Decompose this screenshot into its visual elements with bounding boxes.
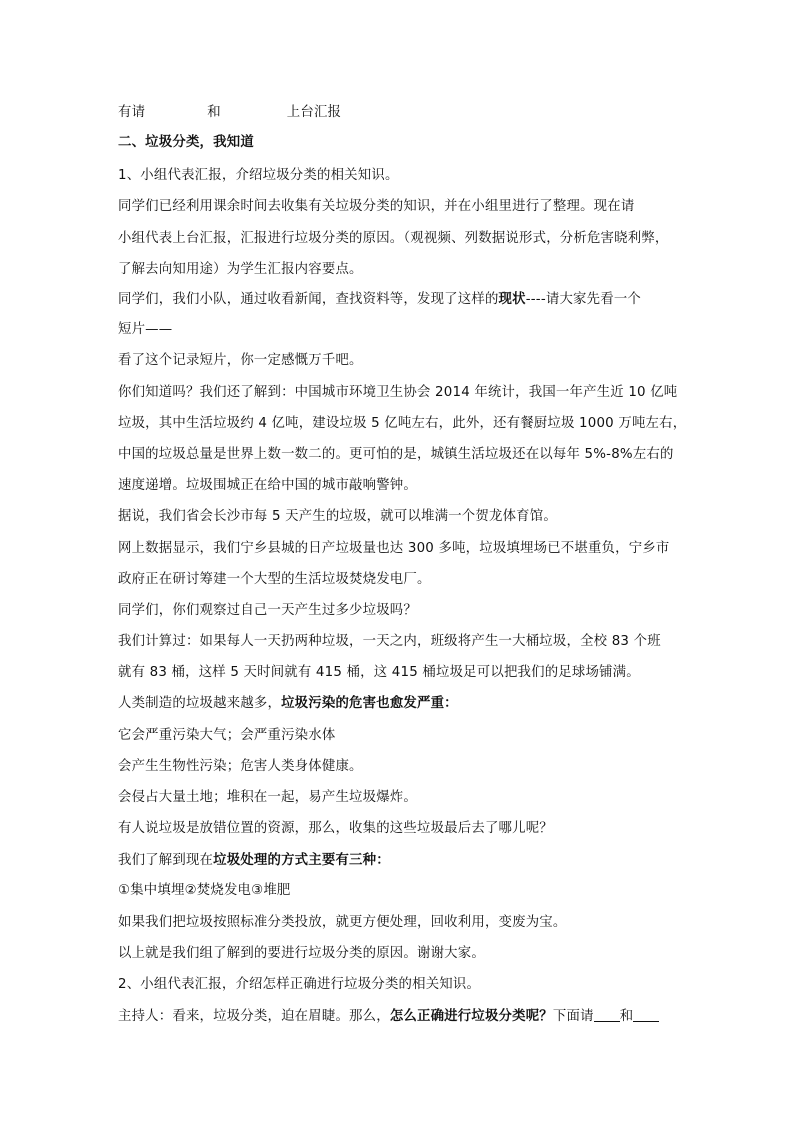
- intro-line: [118, 103, 341, 123]
- paragraph-line: 它会严重污染大气；会严重污染水体: [118, 728, 336, 743]
- bold-keyword: 现状: [498, 292, 526, 307]
- paragraph-line: 政府正在研讨筹建一个大型的生活垃圾焚烧发电厂。: [118, 572, 431, 587]
- paragraph-line: 主持人：看来，垃圾分类，迫在眉睫。那么，怎么正确进行垃圾分类呢？下面请 和: [118, 1007, 659, 1027]
- section-heading: 二、垃圾分类，我知道: [118, 135, 254, 150]
- intro-text-c: 上台汇报: [286, 105, 342, 120]
- paragraph-line: 我们了解到现在垃圾处理的方式主要有三种：: [118, 853, 390, 868]
- paragraph-line: 我们计算过：如果每人一天扔两种垃圾，一天之内，班级将产生一大桶垃圾，全校 83 个班: [118, 634, 661, 649]
- paragraph-line: 小组代表上台汇报，汇报进行垃圾分类的原因。（观视频、列数据说形式，分析危害晓利弊，: [118, 231, 669, 246]
- item-1-heading: 1、小组代表汇报，介绍垃圾分类的相关知识。: [118, 168, 399, 183]
- paragraph-line: 有人说垃圾是放错位置的资源，那么，收集的这些垃圾最后去了哪儿呢？: [118, 821, 553, 836]
- blank-underline: [633, 1007, 659, 1022]
- bold-keyword: 怎么正确进行垃圾分类呢？: [389, 1009, 553, 1024]
- paragraph-line: ①集中填埋②焚烧发电③堆肥: [118, 883, 291, 898]
- paragraph-line: 速度递增。垃圾围城正在给中国的城市敲响警钟。: [118, 478, 417, 493]
- paragraph-line: 据说，我们省会长沙市每 5 天产生的垃圾，就可以堆满一个贺龙体育馆。: [118, 509, 557, 524]
- paragraph-line: 垃圾，其中生活垃圾约 4 亿吨，建设垃圾 5 亿吨左右，此外，还有餐厨垃圾 1000 万吨左右，: [118, 416, 687, 431]
- paragraph-line: 短片——: [118, 322, 173, 337]
- blank-underline: [594, 1007, 620, 1022]
- paragraph-line: 你们知道吗？我们还了解到：中国城市环境卫生协会 2014 年统计，我国一年产生近 10 亿吨: [118, 385, 678, 400]
- paragraph-line: 以上就是我们组了解到的要进行垃圾分类的原因。谢谢大家。: [118, 946, 485, 961]
- intro-text-a: 有请: [118, 105, 146, 120]
- paragraph-line: 会侵占大量土地；堆积在一起，易产生垃圾爆炸。: [118, 790, 417, 805]
- paragraph-line: 同学们，你们观察过自己一天产生过多少垃圾吗？: [118, 603, 417, 618]
- paragraph-line: 网上数据显示，我们宁乡县城的日产垃圾量也达 300 多吨，垃圾填埋场已不堪重负，宁乡市: [118, 541, 670, 556]
- intro-text-b: 和: [207, 105, 221, 120]
- bold-keyword: 垃圾污染的危害也愈发严重：: [281, 696, 458, 711]
- paragraph-line: 同学们已经利用课余时间去收集有关垃圾分类的知识，并在小组里进行了整理。现在请: [118, 199, 635, 214]
- paragraph-line: 如果我们把垃圾按照标准分类投放，就更方便处理，回收利用，变废为宝。: [118, 915, 567, 930]
- paragraph-line: 人类制造的垃圾越来越多，垃圾污染的危害也愈发严重：: [118, 696, 458, 711]
- bold-keyword: 垃圾处理的方式主要有三种：: [213, 853, 390, 868]
- paragraph-line: 中国的垃圾总量是世界上数一数二的。更可怕的是，城镇生活垃圾还在以每年 5%-8%左右的: [118, 447, 674, 462]
- paragraph-line: 会产生生物性污染；危害人类身体健康。: [118, 759, 363, 774]
- paragraph-line: 看了这个记录短片，你一定感慨万千吧。: [118, 353, 363, 368]
- item-2-heading: 2、小组代表汇报，介绍怎样正确进行垃圾分类的相关知识。: [118, 977, 481, 992]
- paragraph-line: 就有 83 桶，这样 5 天时间就有 415 桶，这 415 桶垃圾足可以把我们的足球场铺满。: [118, 665, 640, 680]
- paragraph-line: 了解去向知用途）为学生汇报内容要点。: [118, 262, 363, 277]
- paragraph-line: 同学们，我们小队，通过收看新闻，查找资料等，发现了这样的现状----请大家先看一个: [118, 292, 641, 307]
